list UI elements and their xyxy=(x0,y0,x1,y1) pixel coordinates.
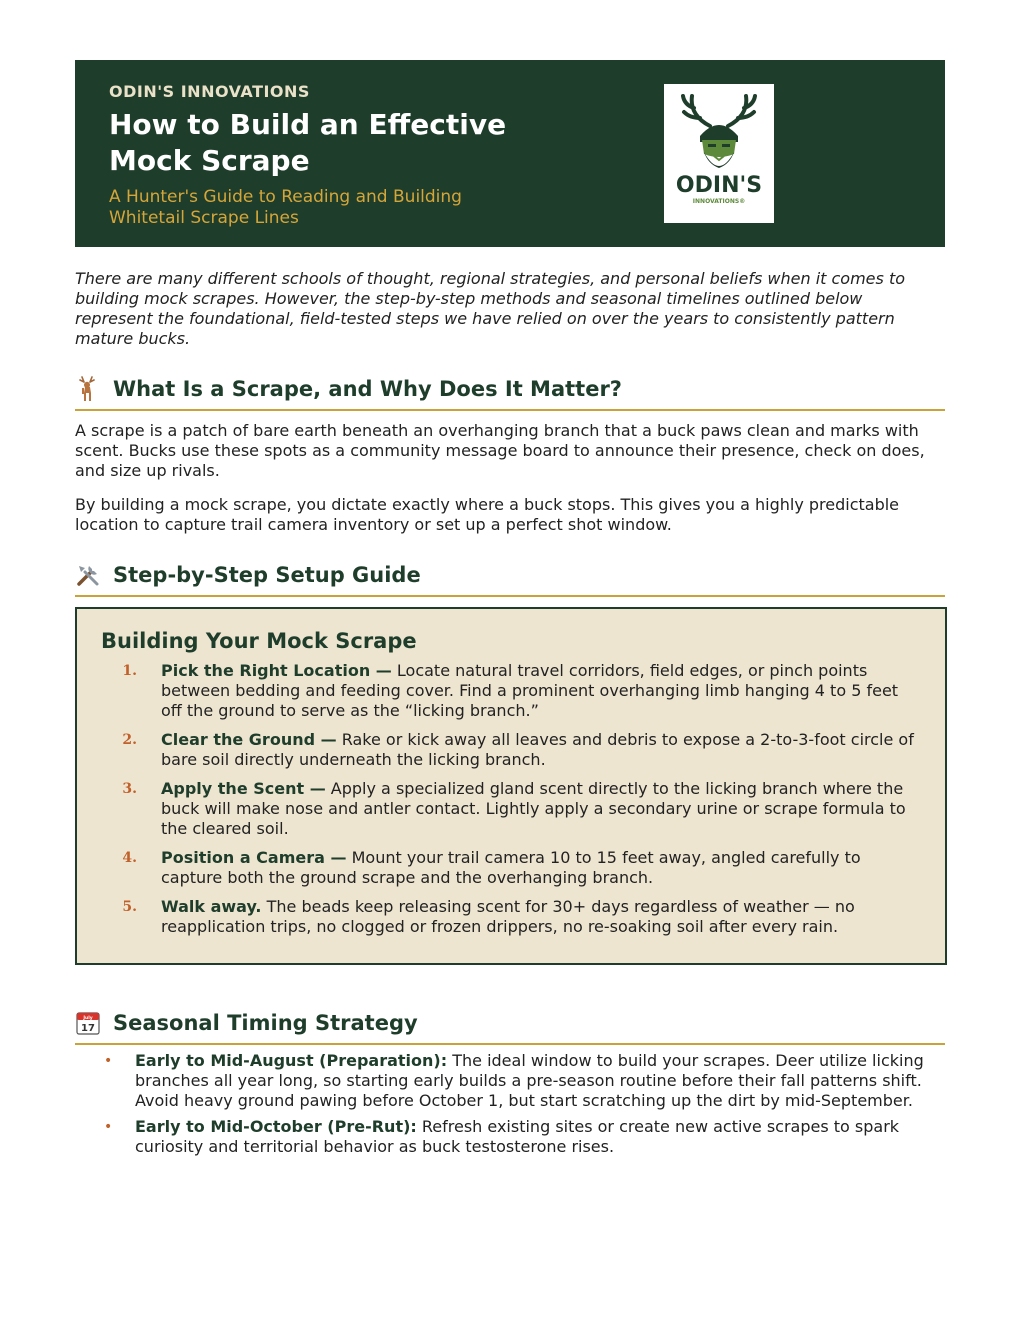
step-text: Mount your trail camera 10 to 15 feet away, angled carefully to capture both the ground scrape and the overhanging branch. xyxy=(161,848,861,887)
tools-icon xyxy=(75,562,101,588)
calendar-day: 17 xyxy=(81,1023,95,1034)
brand-logo xyxy=(664,84,774,223)
section-heading-what xyxy=(75,375,945,411)
step-number: 5. xyxy=(122,899,137,915)
setup-guide-box xyxy=(75,607,947,965)
body-paragraph: By building a mock scrape, you dictate exactly where a buck stops. This gives you a highly predictable location to capture trail camera inventory or set up a perfect shot window. xyxy=(75,495,900,534)
step-lead: Clear the Ground — xyxy=(161,730,337,749)
calendar-month: July xyxy=(83,1016,93,1021)
step-lead: Apply the Scent — xyxy=(161,779,326,798)
list-item xyxy=(75,1117,945,1157)
section-heading-timing xyxy=(75,1009,945,1045)
steps-list xyxy=(101,661,921,937)
header-banner xyxy=(75,60,945,247)
step-item xyxy=(101,779,921,839)
deer-icon xyxy=(75,376,101,402)
step-text: Rake or kick away all leaves and debris to expose a 2-to-3-foot circle of bare soil directly underneath the licking branch. xyxy=(161,730,914,769)
step-text: Apply a specialized gland scent directly to the licking branch where the buck will make nose and antler contact. Lightly apply a secondary urine or scrape formula to the cleared soil. xyxy=(161,779,906,838)
brand-name: ODIN'S INNOVATIONS xyxy=(109,82,310,101)
section-title-what: What Is a Scrape, and Why Does It Matter? xyxy=(113,377,622,401)
step-number: 1. xyxy=(122,663,137,679)
step-item xyxy=(101,848,921,888)
step-lead: Walk away. xyxy=(161,897,262,916)
step-text: The beads keep releasing scent for 30+ days regardless of weather — no reapplication trips, no clogged or frozen drippers, no re-soaking soil after every rain. xyxy=(161,897,855,936)
step-item xyxy=(101,730,921,770)
list-item xyxy=(75,1051,945,1111)
step-lead: Position a Camera — xyxy=(161,848,347,867)
bullet-icon: • xyxy=(104,1119,113,1135)
step-item xyxy=(101,661,921,721)
step-text: Locate natural travel corridors, field edges, or pinch points between bedding and feeding cover. Find a prominent overhanging limb hanging 4 to 5 feet off the ground to serve as the “licking branch.” xyxy=(161,661,899,720)
step-number: 4. xyxy=(122,850,137,866)
section-title-timing: Seasonal Timing Strategy xyxy=(113,1011,418,1035)
logo-tagline: INNOVATIONS® xyxy=(692,198,746,205)
item-text: Refresh existing sites or create new active scrapes to spark curiosity and territorial behavior as buck testosterone rises. xyxy=(135,1117,900,1156)
item-text: The ideal window to build your scrapes. Deer utilize licking branches all year long, so starting early builds a pre-season routine before their fall patterns shift. Avoid heavy ground pawing before October 1, but start scratching up the dirt by mid-September. xyxy=(135,1051,924,1110)
timing-list xyxy=(75,1051,945,1157)
item-lead: Early to Mid-October (Pre-Rut): xyxy=(135,1117,417,1136)
step-number: 2. xyxy=(122,732,137,748)
section-heading-setup xyxy=(75,561,945,597)
item-lead: Early to Mid-August (Preparation): xyxy=(135,1051,448,1070)
step-lead: Pick the Right Location — xyxy=(161,661,392,680)
calendar-icon xyxy=(75,1010,101,1036)
page-subtitle: A Hunter's Guide to Reading and Building Whitetail Scrape Lines xyxy=(109,187,462,228)
body-paragraph: A scrape is a patch of bare earth beneath an overhanging branch that a buck paws clean and marks with scent. Bucks use these spots as a community message board to announce their presence, check on does, and size up rivals. xyxy=(75,421,925,480)
logo-wordmark: ODIN'S xyxy=(675,173,763,198)
section-title-setup: Step-by-Step Setup Guide xyxy=(113,563,421,587)
bullet-icon: • xyxy=(104,1053,113,1069)
step-number: 3. xyxy=(122,781,137,797)
intro-paragraph: There are many different schools of thought, regional strategies, and personal beliefs when it comes to building mock scrapes. However, the step-by-step methods and seasonal timelines outlined below represent the foundational, field-tested steps we have relied on over the years to consistently pattern mature bucks. xyxy=(75,269,905,348)
guide-box-title: Building Your Mock Scrape xyxy=(101,629,417,653)
page-title: How to Build an Effective Mock Scrape xyxy=(109,108,507,177)
step-item xyxy=(101,897,921,937)
document-page xyxy=(75,60,945,1157)
